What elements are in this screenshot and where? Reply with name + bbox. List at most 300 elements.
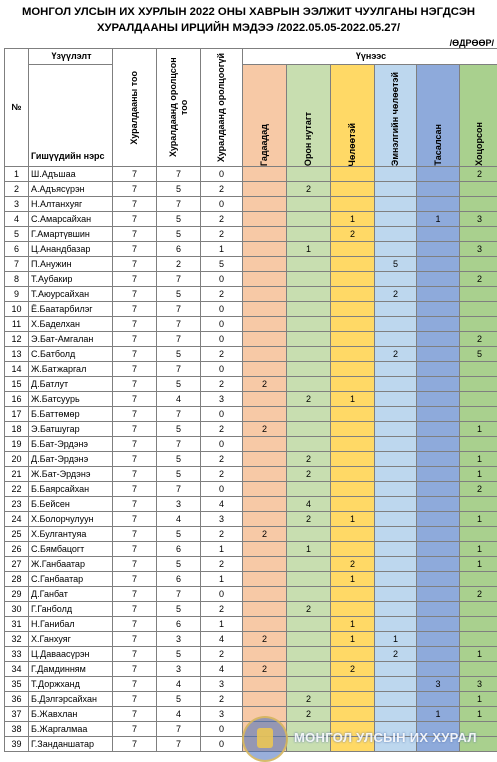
- table-row: [5, 572, 497, 587]
- local-count: [287, 617, 331, 632]
- abroad-count: [243, 587, 287, 602]
- leave-count: 2: [331, 557, 375, 572]
- table-row: [5, 482, 497, 497]
- sick-count: [375, 302, 417, 317]
- member-name: Ш.Адъшаа: [29, 167, 113, 182]
- late-count: 1: [460, 557, 497, 572]
- row-number: 26: [5, 542, 29, 557]
- row-number: 24: [5, 512, 29, 527]
- header-reason-leave: Чөлөөтэй: [331, 65, 375, 167]
- member-name: Ж.Батжаргал: [29, 362, 113, 377]
- absent-count: 3: [201, 677, 243, 692]
- leave-count: [331, 587, 375, 602]
- session-count: 7: [113, 452, 157, 467]
- missed-count: [417, 422, 460, 437]
- attended-count: 7: [157, 167, 201, 182]
- abroad-count: [243, 542, 287, 557]
- missed-count: [417, 482, 460, 497]
- leave-count: [331, 377, 375, 392]
- local-count: [287, 527, 331, 542]
- sick-count: [375, 662, 417, 677]
- late-count: [460, 317, 497, 332]
- missed-count: [417, 557, 460, 572]
- header-reason-late: Хоцорсон: [460, 65, 497, 167]
- late-count: [460, 257, 497, 272]
- leave-count: [331, 527, 375, 542]
- local-count: [287, 437, 331, 452]
- session-count: 7: [113, 647, 157, 662]
- absent-count: 0: [201, 587, 243, 602]
- table-row: [5, 197, 497, 212]
- attended-count: 7: [157, 272, 201, 287]
- table-row: [5, 392, 497, 407]
- local-count: [287, 257, 331, 272]
- sick-count: [375, 227, 417, 242]
- session-count: 7: [113, 167, 157, 182]
- member-name: П.Анужин: [29, 257, 113, 272]
- row-number: 39: [5, 737, 29, 752]
- session-count: 7: [113, 287, 157, 302]
- session-count: 7: [113, 632, 157, 647]
- sick-count: 5: [375, 257, 417, 272]
- absent-count: 1: [201, 572, 243, 587]
- absent-count: 2: [201, 347, 243, 362]
- abroad-count: [243, 467, 287, 482]
- attended-count: 7: [157, 437, 201, 452]
- sick-count: [375, 467, 417, 482]
- missed-count: [417, 602, 460, 617]
- header-reason-missed: Тасалсан: [417, 65, 460, 167]
- sick-count: [375, 452, 417, 467]
- leave-count: [331, 737, 375, 752]
- session-count: 7: [113, 617, 157, 632]
- abroad-count: [243, 722, 287, 737]
- abroad-count: [243, 182, 287, 197]
- member-name: Ж.Батсуурь: [29, 392, 113, 407]
- leave-count: [331, 272, 375, 287]
- table-row: [5, 347, 497, 362]
- abroad-count: 2: [243, 527, 287, 542]
- row-number: 38: [5, 722, 29, 737]
- local-count: 2: [287, 182, 331, 197]
- header-total: Хуралдааны тоо: [113, 49, 157, 167]
- local-count: [287, 212, 331, 227]
- late-count: 2: [460, 167, 497, 182]
- abroad-count: 2: [243, 632, 287, 647]
- missed-count: 1: [417, 212, 460, 227]
- late-count: 3: [460, 242, 497, 257]
- member-name: Х.Баделхан: [29, 317, 113, 332]
- attended-count: 5: [157, 557, 201, 572]
- missed-count: [417, 302, 460, 317]
- missed-count: [417, 467, 460, 482]
- member-name: Б.Жаргалмаа: [29, 722, 113, 737]
- attendance-table: [4, 48, 497, 752]
- missed-count: [417, 587, 460, 602]
- table-row: [5, 692, 497, 707]
- title-line-1: МОНГОЛ УЛСЫН ИХ ХУРЛЫН 2022 ОНЫ ХАВРЫН ЭЭЛЖИТ ЧУУЛГАНЫ НЭГДСЭН: [21, 6, 476, 18]
- row-number: 31: [5, 617, 29, 632]
- leave-count: [331, 677, 375, 692]
- session-count: 7: [113, 542, 157, 557]
- late-count: 2: [460, 332, 497, 347]
- session-count: 7: [113, 407, 157, 422]
- local-count: [287, 662, 331, 677]
- member-name: Х.Болорчулуун: [29, 512, 113, 527]
- abroad-count: [243, 257, 287, 272]
- table-row: [5, 467, 497, 482]
- table-row: [5, 677, 497, 692]
- late-count: [460, 287, 497, 302]
- absent-count: 0: [201, 302, 243, 317]
- session-count: 7: [113, 572, 157, 587]
- sick-count: [375, 317, 417, 332]
- member-name: Н.Алтанхуяг: [29, 197, 113, 212]
- local-count: [287, 422, 331, 437]
- row-number: 11: [5, 317, 29, 332]
- abroad-count: [243, 437, 287, 452]
- member-name: С.Ганбаатар: [29, 572, 113, 587]
- session-count: 7: [113, 707, 157, 722]
- session-count: 7: [113, 332, 157, 347]
- table-row: [5, 287, 497, 302]
- member-name: Д.Ганбат: [29, 587, 113, 602]
- abroad-count: [243, 482, 287, 497]
- table-row: [5, 497, 497, 512]
- late-count: [460, 602, 497, 617]
- header-member: Гишүүдийн нэрс: [29, 65, 113, 167]
- missed-count: [417, 362, 460, 377]
- sick-count: [375, 677, 417, 692]
- abroad-count: [243, 227, 287, 242]
- late-count: [460, 362, 497, 377]
- attended-count: 4: [157, 707, 201, 722]
- session-count: 7: [113, 527, 157, 542]
- leave-count: 1: [331, 212, 375, 227]
- missed-count: [417, 662, 460, 677]
- attended-count: 3: [157, 662, 201, 677]
- absent-count: 2: [201, 467, 243, 482]
- abroad-count: [243, 167, 287, 182]
- row-number: 8: [5, 272, 29, 287]
- member-name: Г.Ганболд: [29, 602, 113, 617]
- table-row: [5, 737, 497, 752]
- table-row: [5, 257, 497, 272]
- row-number: 21: [5, 467, 29, 482]
- local-count: [287, 677, 331, 692]
- attended-count: 5: [157, 467, 201, 482]
- absent-count: 0: [201, 722, 243, 737]
- late-count: [460, 662, 497, 677]
- local-count: [287, 302, 331, 317]
- row-number: 15: [5, 377, 29, 392]
- table-body: [5, 167, 497, 752]
- table-row: [5, 227, 497, 242]
- missed-count: [417, 182, 460, 197]
- row-number: 5: [5, 227, 29, 242]
- missed-count: [417, 737, 460, 752]
- attended-count: 2: [157, 257, 201, 272]
- table-row: [5, 422, 497, 437]
- leave-count: [331, 422, 375, 437]
- attended-count: 6: [157, 542, 201, 557]
- session-count: 7: [113, 482, 157, 497]
- late-count: [460, 392, 497, 407]
- member-name: Х.Ганхуяг: [29, 632, 113, 647]
- late-count: 1: [460, 422, 497, 437]
- absent-count: 2: [201, 422, 243, 437]
- missed-count: 3: [417, 677, 460, 692]
- absent-count: 2: [201, 527, 243, 542]
- abroad-count: [243, 617, 287, 632]
- session-count: 7: [113, 497, 157, 512]
- table-row: [5, 617, 497, 632]
- member-name: С.Бямбацогт: [29, 542, 113, 557]
- row-number: 14: [5, 362, 29, 377]
- abroad-count: [243, 557, 287, 572]
- absent-count: 0: [201, 332, 243, 347]
- late-count: 2: [460, 482, 497, 497]
- missed-count: [417, 512, 460, 527]
- late-count: [460, 437, 497, 452]
- leave-count: [331, 482, 375, 497]
- absent-count: 1: [201, 242, 243, 257]
- attended-count: 7: [157, 482, 201, 497]
- attended-count: 7: [157, 587, 201, 602]
- leave-count: [331, 347, 375, 362]
- late-count: [460, 722, 497, 737]
- missed-count: [417, 287, 460, 302]
- late-count: [460, 407, 497, 422]
- sick-count: [375, 497, 417, 512]
- attended-count: 4: [157, 512, 201, 527]
- absent-count: 4: [201, 662, 243, 677]
- session-count: 7: [113, 587, 157, 602]
- leave-count: 1: [331, 632, 375, 647]
- table-row: [5, 632, 497, 647]
- local-count: 4: [287, 497, 331, 512]
- local-count: [287, 482, 331, 497]
- member-name: Б.Баярсайхан: [29, 482, 113, 497]
- sick-count: [375, 512, 417, 527]
- table-row: [5, 602, 497, 617]
- late-count: [460, 227, 497, 242]
- row-number: 4: [5, 212, 29, 227]
- row-number: 6: [5, 242, 29, 257]
- attended-count: 4: [157, 677, 201, 692]
- leave-count: 2: [331, 227, 375, 242]
- local-count: [287, 737, 331, 752]
- session-count: 7: [113, 182, 157, 197]
- table-row: [5, 242, 497, 257]
- attended-count: 5: [157, 452, 201, 467]
- session-count: 7: [113, 272, 157, 287]
- header-attended: Хуралдаанд оролцсон тоо: [157, 49, 201, 167]
- absent-count: 2: [201, 647, 243, 662]
- abroad-count: [243, 737, 287, 752]
- leave-count: [331, 167, 375, 182]
- session-count: 7: [113, 227, 157, 242]
- sick-count: [375, 587, 417, 602]
- row-number: 34: [5, 662, 29, 677]
- table-row: [5, 167, 497, 182]
- leave-count: 1: [331, 572, 375, 587]
- member-name: Б.Бат-Эрдэнэ: [29, 437, 113, 452]
- row-number: 28: [5, 572, 29, 587]
- table-row: [5, 377, 497, 392]
- late-count: [460, 197, 497, 212]
- session-count: 7: [113, 737, 157, 752]
- row-number: 36: [5, 692, 29, 707]
- attended-count: 5: [157, 212, 201, 227]
- abroad-count: [243, 347, 287, 362]
- header-indicator: Үзүүлэлт: [29, 49, 113, 65]
- absent-count: 2: [201, 212, 243, 227]
- abroad-count: [243, 332, 287, 347]
- sick-count: [375, 182, 417, 197]
- session-count: 7: [113, 347, 157, 362]
- late-count: 1: [460, 452, 497, 467]
- member-name: Ц.Анандбазар: [29, 242, 113, 257]
- title-line-2: ХУРАЛДААНЫ ИРЦИЙН МЭДЭЭ /2022.05.05-2022.05.27/: [96, 22, 401, 34]
- absent-count: 2: [201, 452, 243, 467]
- member-name: Б.Жавхлан: [29, 707, 113, 722]
- table-row: [5, 527, 497, 542]
- late-count: [460, 572, 497, 587]
- local-count: [287, 347, 331, 362]
- session-count: 7: [113, 467, 157, 482]
- member-name: Т.Аубакир: [29, 272, 113, 287]
- row-number: 25: [5, 527, 29, 542]
- abroad-count: [243, 692, 287, 707]
- attended-count: 7: [157, 407, 201, 422]
- table-row: [5, 437, 497, 452]
- row-number: 3: [5, 197, 29, 212]
- leave-count: [331, 332, 375, 347]
- member-name: Ж.Ганбаатар: [29, 557, 113, 572]
- session-count: 7: [113, 557, 157, 572]
- missed-count: [417, 452, 460, 467]
- sick-count: 2: [375, 287, 417, 302]
- abroad-count: [243, 497, 287, 512]
- missed-count: 1: [417, 707, 460, 722]
- member-name: Ё.Баатарбилэг: [29, 302, 113, 317]
- sick-count: 2: [375, 347, 417, 362]
- missed-count: [417, 272, 460, 287]
- absent-count: 2: [201, 287, 243, 302]
- missed-count: [417, 197, 460, 212]
- attended-count: 5: [157, 182, 201, 197]
- table-row: [5, 362, 497, 377]
- late-count: [460, 632, 497, 647]
- member-name: Д.Батлут: [29, 377, 113, 392]
- table-row: [5, 647, 497, 662]
- table-row: [5, 707, 497, 722]
- sick-count: 1: [375, 632, 417, 647]
- missed-count: [417, 632, 460, 647]
- late-count: [460, 302, 497, 317]
- table-row: [5, 722, 497, 737]
- missed-count: [417, 227, 460, 242]
- local-count: [287, 557, 331, 572]
- attended-count: 7: [157, 197, 201, 212]
- missed-count: [417, 527, 460, 542]
- sick-count: [375, 362, 417, 377]
- abroad-count: [243, 707, 287, 722]
- attended-count: 5: [157, 377, 201, 392]
- absent-count: 2: [201, 377, 243, 392]
- local-count: 1: [287, 542, 331, 557]
- attended-count: 7: [157, 332, 201, 347]
- member-name: Э.Батшугар: [29, 422, 113, 437]
- row-number: 7: [5, 257, 29, 272]
- absent-count: 1: [201, 542, 243, 557]
- absent-count: 2: [201, 557, 243, 572]
- abroad-count: [243, 317, 287, 332]
- sick-count: [375, 737, 417, 752]
- local-count: [287, 167, 331, 182]
- missed-count: [417, 497, 460, 512]
- abroad-count: [243, 602, 287, 617]
- sick-count: [375, 197, 417, 212]
- member-name: Ж.Бат-Эрдэнэ: [29, 467, 113, 482]
- absent-count: 0: [201, 317, 243, 332]
- missed-count: [417, 347, 460, 362]
- member-name: Д.Бат-Эрдэнэ: [29, 452, 113, 467]
- missed-count: [417, 617, 460, 632]
- absent-count: 2: [201, 692, 243, 707]
- leave-count: [331, 497, 375, 512]
- header-absent: Хуралдаанд оролцоогүй: [201, 49, 243, 167]
- local-count: 1: [287, 242, 331, 257]
- late-count: 1: [460, 542, 497, 557]
- missed-count: [417, 242, 460, 257]
- leave-count: [331, 257, 375, 272]
- session-count: 7: [113, 242, 157, 257]
- session-count: 7: [113, 377, 157, 392]
- attended-count: 5: [157, 347, 201, 362]
- abroad-count: [243, 212, 287, 227]
- header-reason-abroad: Гадаадад: [243, 65, 287, 167]
- attended-count: 5: [157, 422, 201, 437]
- session-count: 7: [113, 317, 157, 332]
- late-count: 1: [460, 692, 497, 707]
- member-name: Х.Булгантуяа: [29, 527, 113, 542]
- late-count: [460, 497, 497, 512]
- local-count: 2: [287, 512, 331, 527]
- report-title: [0, 4, 497, 36]
- row-number: 30: [5, 602, 29, 617]
- row-number: 23: [5, 497, 29, 512]
- member-name: Т.Аюурсайхан: [29, 287, 113, 302]
- absent-count: 4: [201, 497, 243, 512]
- header-no: №: [5, 49, 29, 167]
- attended-count: 7: [157, 737, 201, 752]
- session-count: 7: [113, 722, 157, 737]
- sick-count: [375, 542, 417, 557]
- leave-count: [331, 317, 375, 332]
- row-number: 13: [5, 347, 29, 362]
- missed-count: [417, 377, 460, 392]
- session-count: 7: [113, 677, 157, 692]
- sick-count: [375, 707, 417, 722]
- abroad-count: [243, 272, 287, 287]
- local-count: 2: [287, 467, 331, 482]
- row-number: 27: [5, 557, 29, 572]
- table-row: [5, 557, 497, 572]
- abroad-count: [243, 647, 287, 662]
- member-name: Г.Дамдинням: [29, 662, 113, 677]
